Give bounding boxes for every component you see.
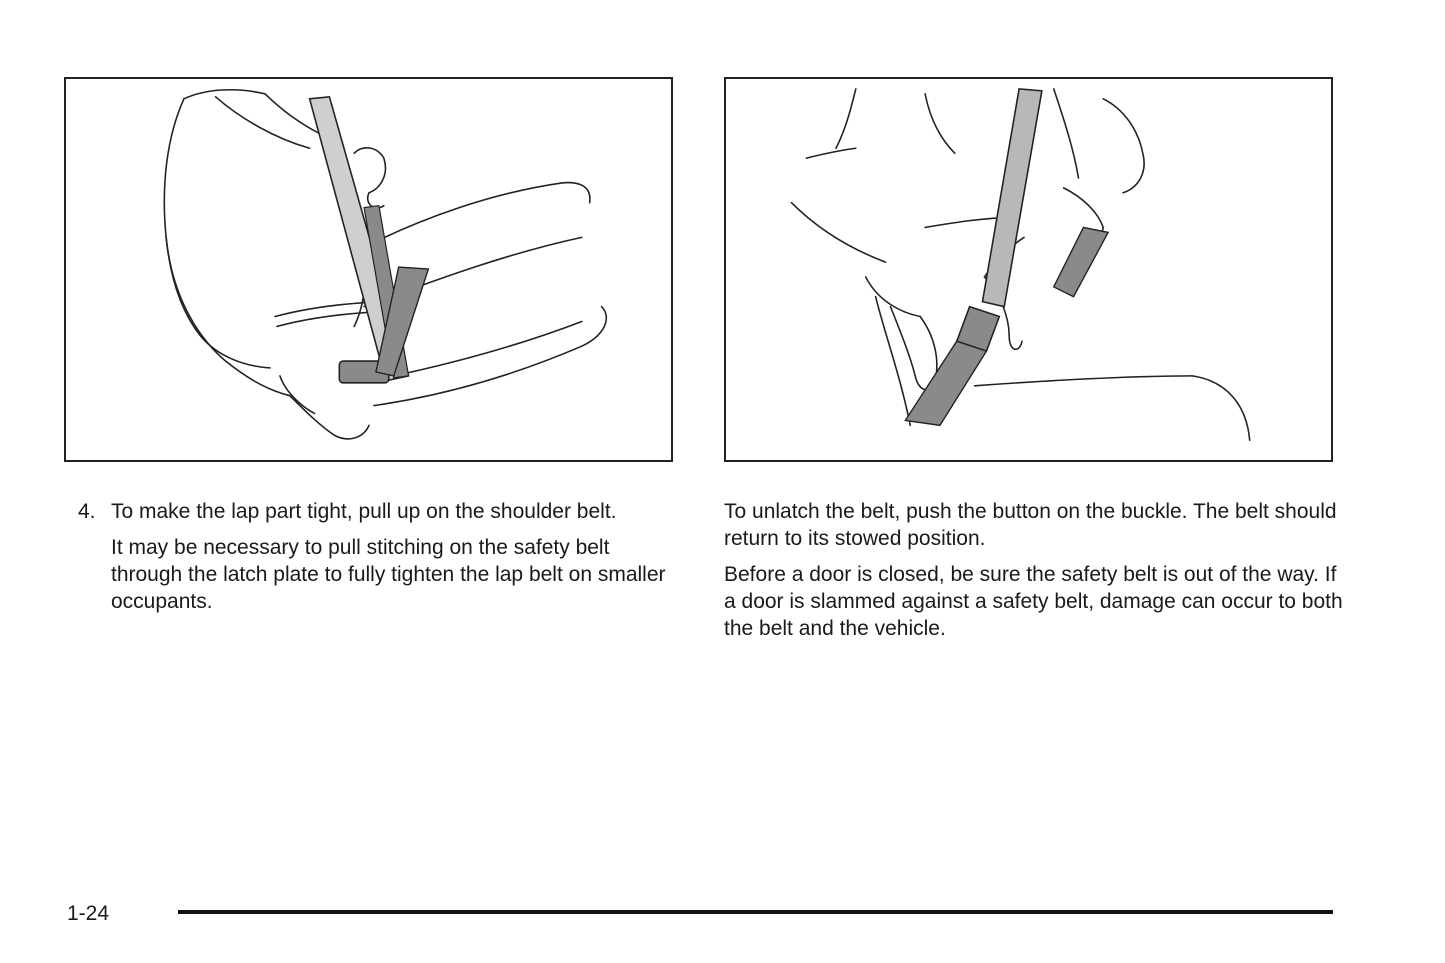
illustration-pull-shoulder-belt bbox=[64, 77, 673, 462]
step-number: 4. bbox=[78, 500, 96, 523]
footer-rule bbox=[178, 910, 1333, 914]
left-text-column bbox=[78, 498, 668, 615]
unlatch-belt-drawing bbox=[726, 79, 1331, 460]
pull-belt-drawing bbox=[66, 79, 671, 460]
unlatch-paragraph: To unlatch the belt, push the button on the buckle. The belt should return to its stowed position. bbox=[724, 500, 1337, 550]
page-number: 1-24 bbox=[67, 902, 110, 925]
instruction-step bbox=[78, 498, 668, 525]
step-note: It may be necessary to pull stitching on the safety belt through the latch plate to fully tighten the lap belt on smaller occupants. bbox=[111, 536, 666, 613]
door-warning-paragraph: Before a door is closed, be sure the safety belt is out of the way. If a door is slammed against a safety belt, damage can occur to both the belt and the vehicle. bbox=[724, 563, 1343, 640]
step-text: To make the lap part tight, pull up on the shoulder belt. bbox=[111, 500, 617, 523]
right-text-column bbox=[724, 498, 1344, 642]
illustration-unlatch-belt bbox=[724, 77, 1333, 462]
